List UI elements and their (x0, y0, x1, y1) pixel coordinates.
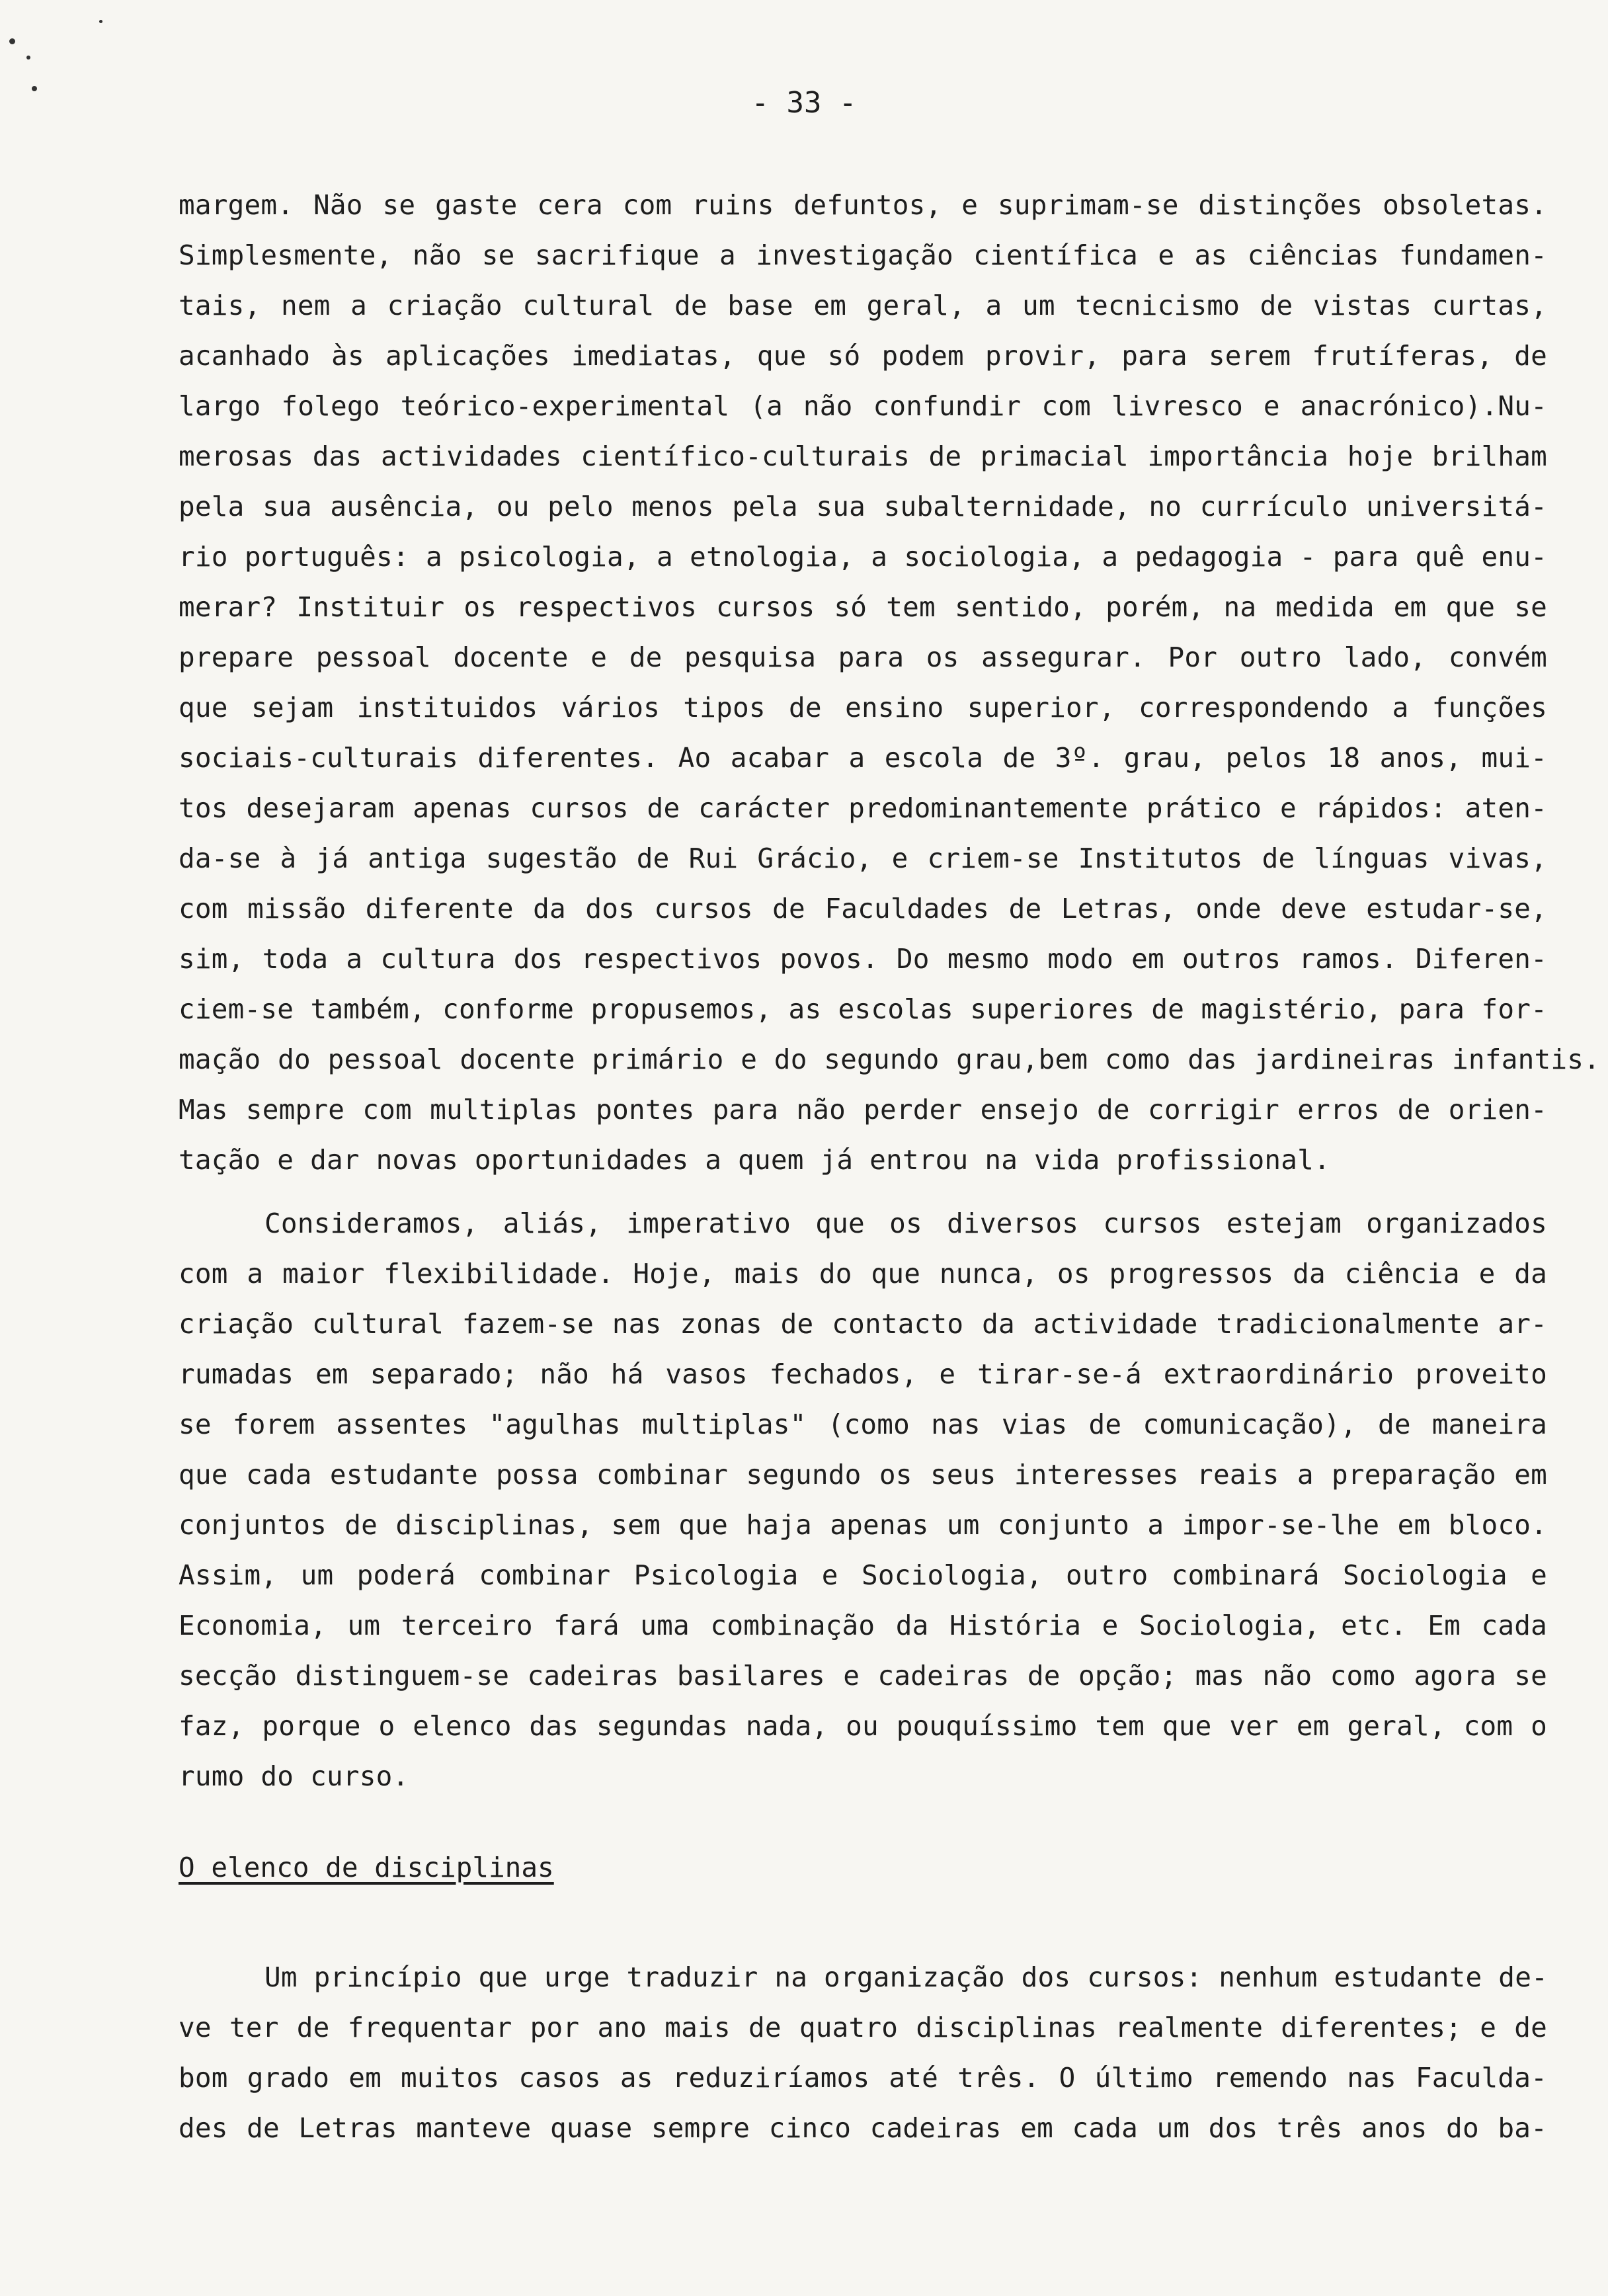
text-line: mação do pessoal docente primário e do segundo grau,bem como das jardineiras infantis. (179, 1044, 1600, 1075)
text-line: Assim, um poderá combinar Psicologia e Sociologia, outro combinará Sociologia e (179, 1559, 1547, 1591)
text-line: Consideramos, aliás, imperativo que os diversos cursos estejam organizados (264, 1208, 1547, 1239)
paragraph-1 (179, 180, 1600, 1185)
text-line: bom grado em muitos casos as reduziríamos até três. O último remendo nas Faculda- (179, 2062, 1547, 2094)
scan-speck (9, 38, 15, 44)
text-line: tos desejaram apenas cursos de carácter predominantemente prático e rápidos: aten- (179, 792, 1547, 824)
text-line: faz, porque o elenco das segundas nada, ou pouquíssimo tem que ver em geral, com o (179, 1710, 1547, 1742)
text-line: que cada estudante possa combinar segundo os seus interesses reais a preparação em (179, 1459, 1547, 1491)
scan-speck (26, 56, 30, 60)
text-line: merosas das actividades científico-culturais de primacial importância hoje brilham (179, 440, 1547, 472)
section-heading: O elenco de disciplinas (179, 1852, 554, 1883)
text-line: pela sua ausência, ou pelo menos pela sua subalternidade, no currículo universitá- (179, 491, 1547, 522)
text-line: com a maior flexibilidade. Hoje, mais do que nunca, os progressos da ciência e da (179, 1258, 1547, 1290)
text-line: merar? Instituir os respectivos cursos só tem sentido, porém, na medida em que se (179, 591, 1547, 623)
paragraph-2 (179, 1198, 1547, 1801)
text-line: que sejam instituidos vários tipos de ensino superior, correspondendo a funções (179, 692, 1547, 723)
text-line: se forem assentes "agulhas multiplas" (como nas vias de comunicação), de maneira (179, 1409, 1547, 1440)
text-line: margem. Não se gaste cera com ruins defuntos, e suprimam-se distinções obsoletas. (179, 189, 1547, 221)
text-line: rumadas em separado; não há vasos fechados, e tirar-se-á extraordinário proveito (179, 1358, 1547, 1390)
text-line: sociais-culturais diferentes. Ao acabar a escola de 3º. grau, pelos 18 anos, mui- (179, 742, 1547, 774)
text-line: criação cultural fazem-se nas zonas de contacto da actividade tradicionalmente ar- (179, 1308, 1547, 1340)
text-line: rio português: a psicologia, a etnologia, a sociologia, a pedagogia - para quê enu- (179, 541, 1547, 573)
text-line: largo folego teórico-experimental (a não confundir com livresco e anacrónico).Nu- (179, 390, 1547, 422)
scan-speck (99, 20, 102, 23)
text-line: ve ter de frequentar por ano mais de quatro disciplinas realmente diferentes; e de (179, 2012, 1547, 2043)
paragraph-3 (179, 1952, 1547, 2153)
text-line: acanhado às aplicações imediatas, que só podem provir, para serem frutíferas, de (179, 340, 1547, 372)
text-line: secção distinguem-se cadeiras basilares e cadeiras de opção; mas não como agora se (179, 1660, 1547, 1692)
text-line: sim, toda a cultura dos respectivos povos. Do mesmo modo em outros ramos. Diferen- (179, 943, 1547, 975)
text-line: Economia, um terceiro fará uma combinação da História e Sociologia, etc. Em cada (179, 1610, 1547, 1641)
text-line: rumo do curso. (179, 1760, 409, 1792)
text-line: ciem-se também, conforme propusemos, as escolas superiores de magistério, para for- (179, 993, 1547, 1025)
page-number: - 33 - (751, 86, 857, 120)
text-line: prepare pessoal docente e de pesquisa para os assegurar. Por outro lado, convém (179, 641, 1547, 673)
text-line: Um princípio que urge traduzir na organização dos cursos: nenhum estudante de- (264, 1961, 1548, 1993)
text-line: da-se à já antiga sugestão de Rui Grácio, e criem-se Institutos de línguas vivas, (179, 842, 1547, 874)
text-line: Mas sempre com multiplas pontes para não perder ensejo de corrigir erros de orien- (179, 1094, 1547, 1126)
text-line: tação e dar novas oportunidades a quem já entrou na vida profissional. (179, 1144, 1330, 1176)
text-line: tais, nem a criação cultural de base em geral, a um tecnicismo de vistas curtas, (179, 290, 1547, 321)
text-line: conjuntos de disciplinas, sem que haja apenas um conjunto a impor-se-lhe em bloco. (179, 1509, 1547, 1541)
text-line: des de Letras manteve quase sempre cinco cadeiras em cada um dos três anos do ba- (179, 2112, 1547, 2144)
text-line: com missão diferente da dos cursos de Faculdades de Letras, onde deve estudar-se, (179, 893, 1547, 924)
text-line: Simplesmente, não se sacrifique a investigação científica e as ciências fundamen- (179, 239, 1547, 271)
